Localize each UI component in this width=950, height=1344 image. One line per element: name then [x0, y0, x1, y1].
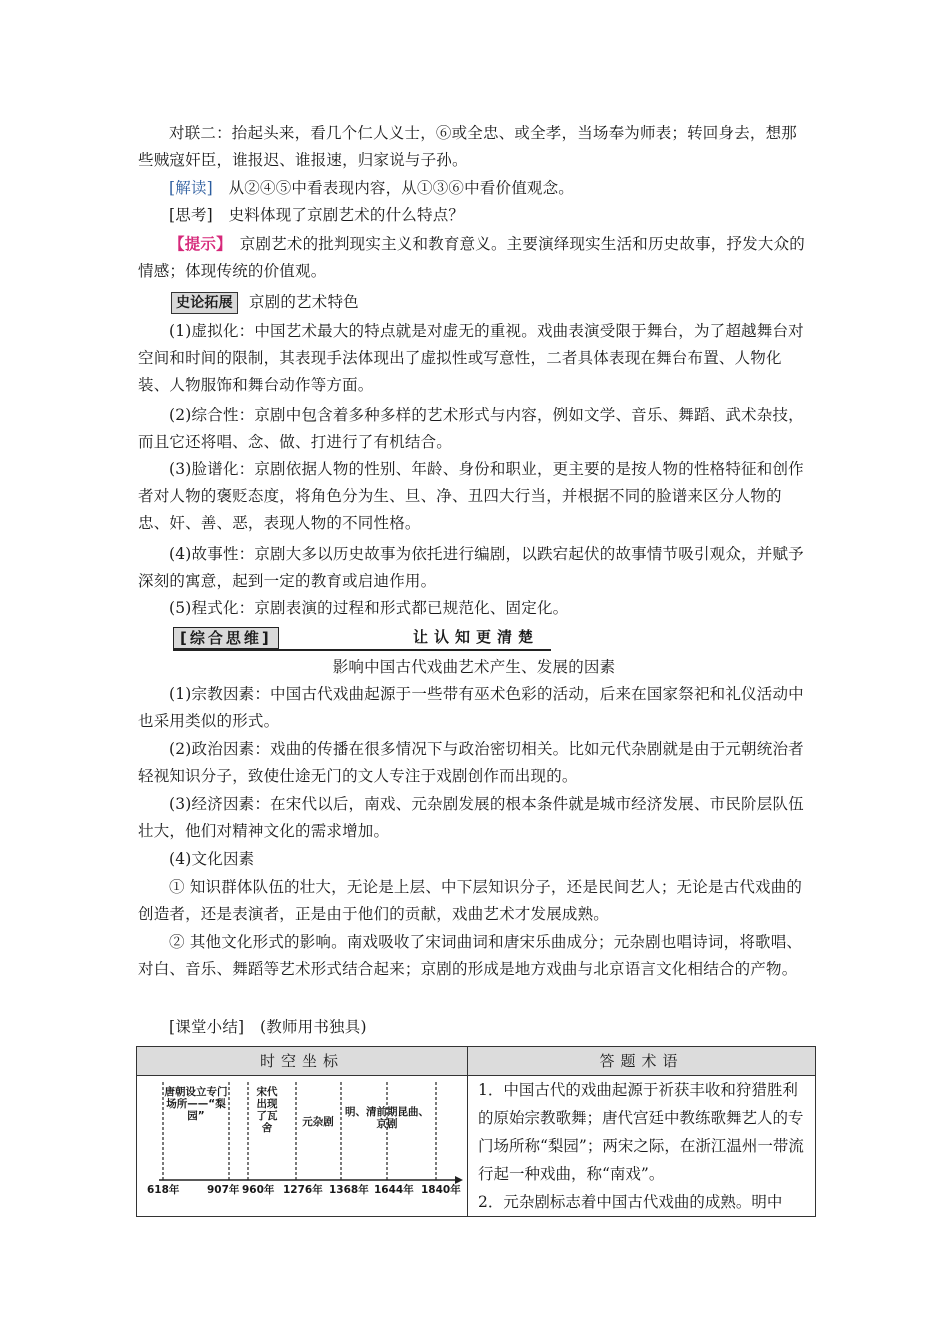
interpretation-label: [解读] — [169, 179, 213, 197]
timeline-year: 618年 — [147, 1184, 180, 1196]
timeline-year: 1368年 — [329, 1184, 369, 1196]
class-summary-label: [课堂小结] (教师用书独具) — [169, 1018, 367, 1036]
timeline-year: 1276年 — [283, 1184, 323, 1196]
feature-item: (2)综合性：京剧中包含着多种多样的艺术形式与内容，例如文学、音乐、舞蹈、武术杂技，而且它还将唱、念、做、打进行了有机结合。 — [138, 406, 804, 451]
factor-item: ② 其他文化形式的影响。南戏吸收了宋词曲词和唐宋乐曲成分；元杂剧也唱诗词，将歌唱、对白、音乐、舞蹈等艺术形式结合起来；京剧的形成是地方戏曲与北京语言文化相结合的产物。 — [138, 933, 803, 978]
couplet-two: 对联二：抬起头来，看几个仁人义士，⑥或全忠、或全孝，当场奉为师表；转回身去，想那些贼寇奸臣，谁报迟、谁报速，归家说与子孙。 — [138, 124, 798, 169]
timeline-event: 唐朝设立专门场所——“梨园” — [164, 1086, 228, 1122]
timeline-year: 907年 — [207, 1184, 240, 1196]
question-line — [138, 202, 810, 229]
hint-label: 【提示】 — [169, 234, 225, 253]
comprehensive-thinking-slogan: 让认知更清楚 — [413, 628, 540, 646]
factor-item: (4)文化因素 — [169, 850, 255, 868]
summary-table — [136, 1046, 816, 1217]
factor-item: ① 知识群体队伍的壮大，无论是上层、中下层知识分子，还是民间艺人；无论是古代戏曲的创造者，还是表演者，正是由于他们的贡献，戏曲艺术才发展成熟。 — [138, 878, 803, 923]
history-extension-header — [171, 289, 811, 316]
timeline-year: 960年 — [242, 1184, 275, 1196]
history-extension-tag: 史论拓展 — [171, 292, 238, 314]
timeline-event: 宋代出现了瓦舍 — [256, 1086, 278, 1134]
factor-item: (1)宗教因素：中国古代戏曲起源于一些带有巫术色彩的活动，后来在国家祭祀和礼仪活动中也采用类似的形式。 — [138, 685, 804, 730]
comprehensive-thinking-label: [综合思维] — [173, 627, 279, 649]
factor-item: (2)政治因素：戏曲的传播在很多情况下与政治密切相关。比如元代杂剧就是由于元朝统治者轻视知识分子，致使仕途无门的文人专注于戏剧创作而出现的。 — [138, 740, 804, 785]
history-extension-title: 京剧的艺术特色 — [248, 293, 359, 311]
timeline-event: 元杂剧 — [302, 1116, 334, 1128]
comprehensive-thinking-banner — [173, 627, 551, 651]
factor-item: (3)经济因素：在宋代以后，南戏、元杂剧发展的根本条件就是城市经济发展、市民阶层队伍壮大，他们对精神文化的需求增加。 — [138, 795, 804, 840]
question-text: 史料体现了京剧艺术的什么特点？ — [228, 206, 465, 224]
table-header-terms: 答题术语 — [468, 1047, 816, 1076]
answer-terms: 1．中国古代的戏曲起源于祈获丰收和狩猎胜利的原始宗教歌舞；唐代宫廷中教练歌舞艺人的专门场所称“梨园”；两宋之际，在浙江温州一带流行起一种戏曲，称“南戏”。 2．元杂剧标志着中国古代戏曲的成熟。明中 — [478, 1081, 804, 1211]
feature-item: (1)虚拟化：中国艺术最大的特点就是对虚无的重视。戏曲表演受限于舞台，为了超越舞台对空间和时间的限制，其表现手法体现出了虚拟性或写意性，二者具体表现在舞台布置、人物化装、人物服饰和舞台动作等方面。 — [138, 322, 804, 394]
timeline-year: 1644年 — [374, 1184, 414, 1196]
question-label: [思考] — [169, 206, 213, 224]
feature-item: (3)脸谱化：京剧依据人物的性别、年龄、身份和职业，更主要的是按人物的性格特征和创作者对人物的褒贬态度，将角色分为生、旦、净、丑四大行当，并根据不同的脸谱来区分人物的忠、奸、善、恶，表现人物的不同性格。 — [138, 460, 804, 532]
feature-item: (4)故事性：京剧大多以历史故事为依托进行编剧，以跌宕起伏的故事情节吸引观众，并赋予深刻的寓意，起到一定的教育或启迪作用。 — [138, 545, 804, 590]
interpretation-text: 从②④⑤中看表现内容，从①③⑥中看价值观念。 — [228, 179, 575, 197]
timeline-year: 1840年 — [421, 1184, 461, 1196]
feature-item: (5)程式化：京剧表演的过程和形式都已规范化、固定化。 — [169, 599, 569, 617]
timeline-event: 明、清前期昆曲、京剧 — [345, 1106, 429, 1130]
hint-paragraph — [138, 230, 810, 285]
terms-cell — [468, 1076, 816, 1217]
interpretation-line — [138, 175, 810, 202]
hint-text: 京剧艺术的批判现实主义和教育意义。主要演绎现实生活和历史故事，抒发大众的情感；体现传统的价值观。 — [138, 235, 805, 280]
timeline-cell — [137, 1076, 468, 1217]
timeline — [137, 1076, 465, 1204]
factors-title: 影响中国古代戏曲艺术产生、发展的因素 — [332, 658, 616, 676]
table-header-coordinates: 时空坐标 — [137, 1047, 468, 1076]
